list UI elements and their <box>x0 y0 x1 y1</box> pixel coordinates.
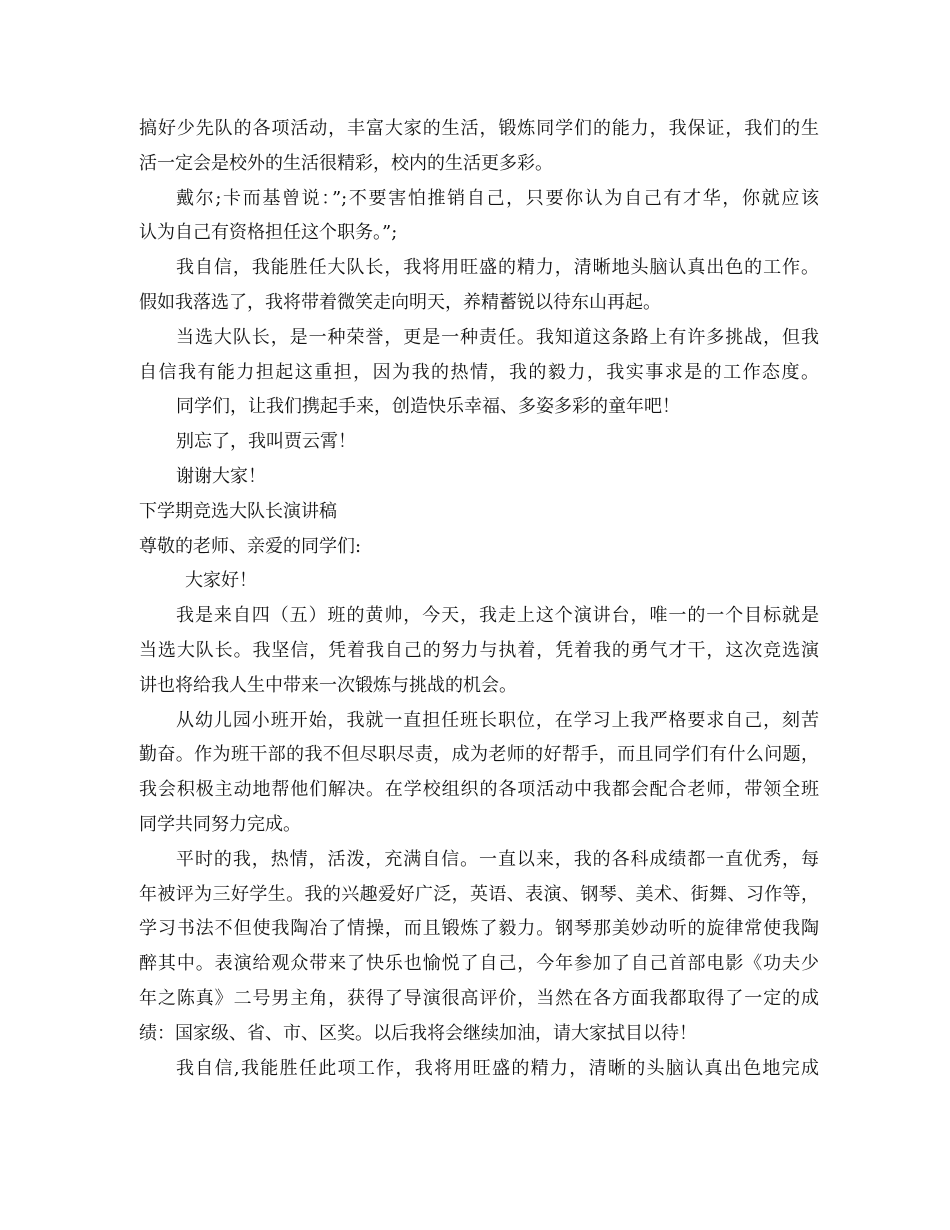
text-line: 勤奋。作为班干部的我不但尽职尽责，成为老师的好帮手，而且同学们有什么问题， <box>139 744 819 766</box>
text-line: 年被评为三好学生。我的兴趣爱好广泛，英语、表演、钢琴、美术、街舞、习作等， <box>139 883 819 905</box>
text-line: 自信我有能力担起这重担，因为我的热情，我的毅力，我实事求是的工作态度。 <box>139 361 819 383</box>
text-line: 同学共同努力完成。 <box>139 813 301 835</box>
paragraph-start: 平时的我，热情，活泼，充满自信。一直以来，我的各科成绩都一直优秀，每 <box>176 848 819 870</box>
paragraph-start: 我自信,我能胜任此项工作，我将用旺盛的精力，清晰的头脑认真出色地完成 <box>176 1057 819 1079</box>
text-line: 醉其中。表演给观众带来了快乐也愉悦了自己，今年参加了自己首部电影《功夫少 <box>139 953 819 975</box>
paragraph-start: 我是来自四（五）班的黄帅，今天，我走上这个演讲台，唯一的一个目标就是 <box>176 605 819 627</box>
text-line: 活一定会是校外的生活很精彩，校内的生活更多彩。 <box>139 152 553 174</box>
text-line: 讲也将给我人生中带来一次锻炼与挑战的机会。 <box>139 674 517 696</box>
text-line: 假如我落选了，我将带着微笑走向明天，养精蓄锐以待东山再起。 <box>139 291 661 313</box>
paragraph-start: 别忘了，我叫贾云霄！ <box>176 431 356 453</box>
paragraph-start: 从幼儿园小班开始，我就一直担任班长职位，在学习上我严格要求自己，刻苦 <box>176 709 819 731</box>
paragraph-start: 谢谢大家！ <box>176 465 266 487</box>
paragraph-start: 当选大队长，是一种荣誉，更是一种责任。我知道这条路上有许多挑战，但我 <box>176 326 819 348</box>
salutation: 尊敬的老师、亲爱的同学们: <box>139 535 362 557</box>
paragraph-start: 戴尔;卡而基曾说：”;不要害怕推销自己，只要你认为自己有才华，你就应该 <box>176 187 819 209</box>
text-line: 绩：国家级、省、市、区奖。以后我将会继续加油，请大家拭目以待！ <box>139 1022 697 1044</box>
speech-title: 下学期竞选大队长演讲稿 <box>139 500 337 522</box>
text-line: 学习书法不但使我陶冶了情操，而且锻炼了毅力。钢琴那美妙动听的旋律常使我陶 <box>139 918 819 940</box>
greeting: 大家好！ <box>185 570 257 592</box>
text-line: 认为自己有资格担任这个职务。”; <box>139 222 398 244</box>
text-line: 当选大队长。我坚信，凭着我自己的努力与执着，凭着我的勇气才干，这次竞选演 <box>139 639 819 661</box>
paragraph-start: 我自信，我能胜任大队长，我将用旺盛的精力，清晰地头脑认真出色的工作。 <box>176 257 819 279</box>
text-line: 搞好少先队的各项活动，丰富大家的生活，锻炼同学们的能力，我保证，我们的生 <box>139 118 819 139</box>
document-body <box>139 112 819 1086</box>
text-line: 年之陈真》二号男主角，获得了导演很高评价，当然在各方面我都取得了一定的成 <box>139 987 819 1009</box>
text-line: 我会积极主动地帮他们解决。在学校组织的各项活动中我都会配合老师，带领全班 <box>139 779 819 801</box>
paragraph-start: 同学们，让我们携起手来，创造快乐幸福、多姿多彩的童年吧！ <box>176 396 680 418</box>
